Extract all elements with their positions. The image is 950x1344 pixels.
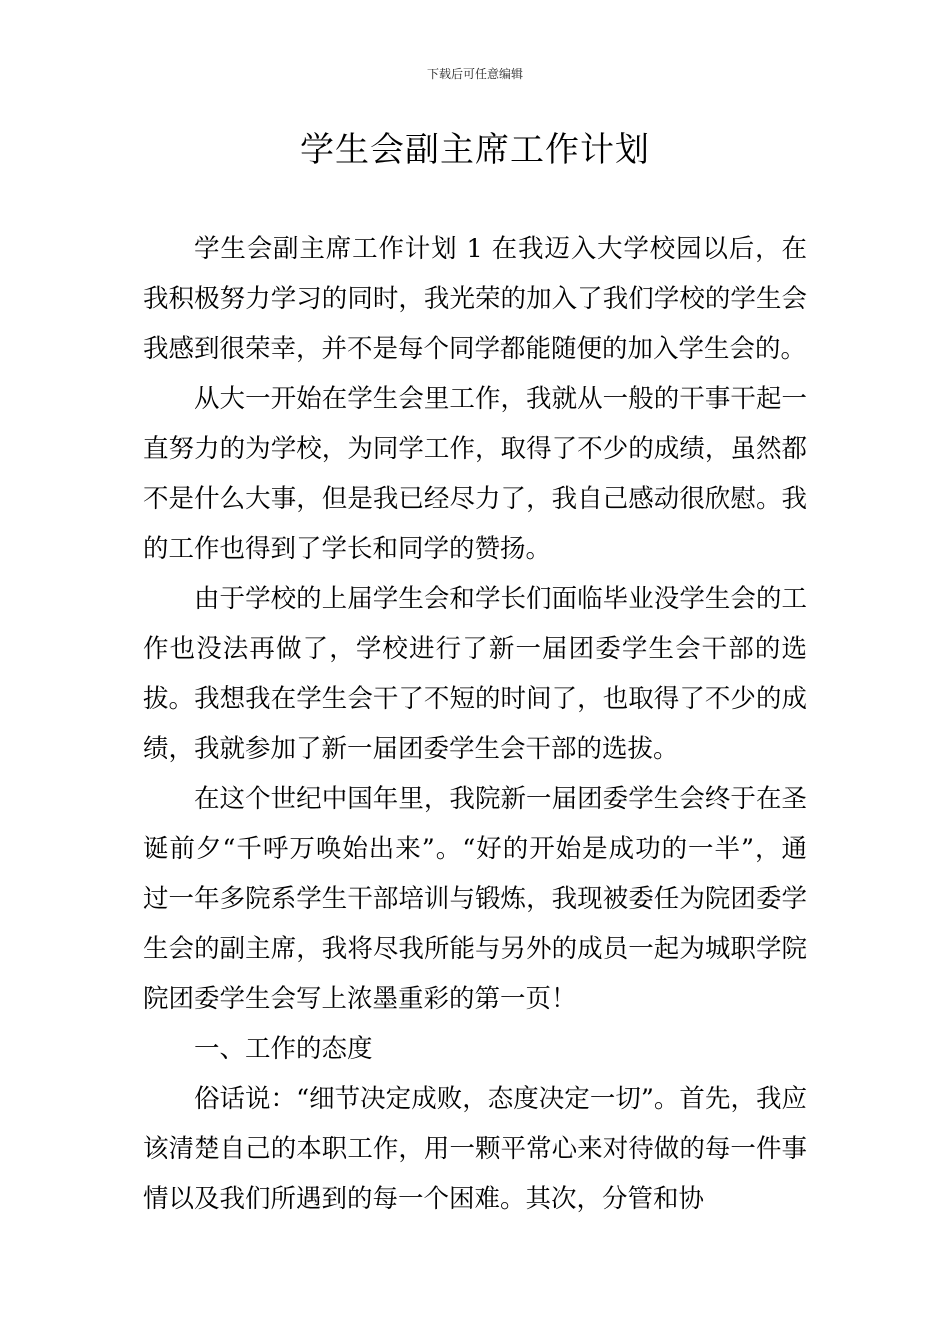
paragraph-attitude: 俗话说：“细节决定成败，态度决定一切”。首先，我应该清楚自己的本职工作，用一颗平常心来对待做的每一件事情以及我们所遇到的每一个困难。其次，分管和协 <box>143 1084 807 1214</box>
download-note: 下载后可任意编辑 <box>426 67 523 81</box>
paragraph-selection: 由于学校的上届学生会和学长们面临毕业没学生会的工作也没法再做了，学校进行了新一届团委学生会干部的选拔。我想我在学生会干了不短的时间了，也取得了不少的成绩，我就参加了新一届团委学生会干部的选拔。 <box>143 584 807 764</box>
paragraph-intro: 学生会副主席工作计划 1 在我迈入大学校园以后，在我积极努力学习的同时，我光荣的加入了我们学校的学生会我感到很荣幸，并不是每个同学都能随便的加入学生会的。 <box>143 234 807 364</box>
document-title: 学生会副主席工作计划 <box>300 130 650 170</box>
document-body <box>143 224 807 1224</box>
section-heading-attitude: 一、工作的态度 <box>194 1034 373 1064</box>
paragraph-experience: 从大一开始在学生会里工作，我就从一般的干事干起一直努力的为学校，为同学工作，取得了不少的成绩，虽然都不是什么大事，但是我已经尽力了，我自己感动很欣慰。我的工作也得到了学长和同学的赞扬。 <box>143 384 807 564</box>
paragraph-appointment: 在这个世纪中国年里，我院新一届团委学生会终于在圣诞前夕“千呼万唤始出来”。“好的开始是成功的一半”，通过一年多院系学生干部培训与锻炼，我现被委任为院团委学生会的副主席，我将尽我所能与另外的成员一起为城职学院院团委学生会写上浓墨重彩的第一页！ <box>143 784 807 1014</box>
